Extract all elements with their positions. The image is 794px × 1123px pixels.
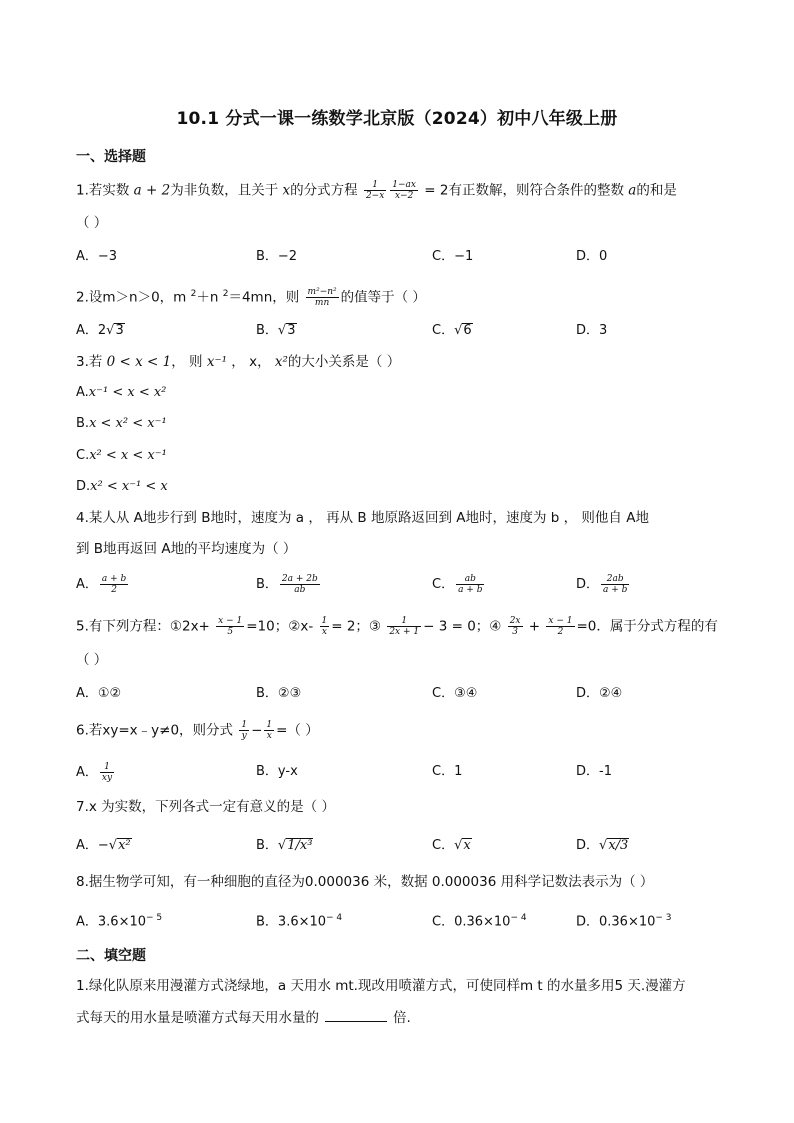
q2-exponent: 2	[222, 289, 229, 299]
q8-option-d: D．$0.36\times 10^{- 3}$	[576, 913, 672, 930]
q2-fraction: $\frac{\text{m²−n²}}{mn}$	[307, 287, 337, 308]
q6-fraction: $\frac{1}{x}$	[266, 720, 273, 741]
q5-text: +	[524, 618, 545, 635]
q6-text: =（ ）	[276, 722, 319, 739]
q5-text: 5.有下列方程：①2x+	[76, 618, 215, 635]
q5-fraction: $\frac{x - 1}{2}$	[548, 616, 573, 637]
q5-option-b: B．②③	[256, 686, 302, 701]
q3-text: ， 则	[171, 354, 207, 370]
q4-option-a: A． $\frac{a + b}{2}$	[76, 574, 127, 595]
q3-option-a: A.x⁻¹ < x < x²	[76, 385, 167, 400]
q5-fraction: $\frac{1}{x}$	[321, 616, 328, 637]
fill1-text: 倍.	[393, 1010, 411, 1026]
question-4-line-2: 到 B地再返回 A地的平均速度为（ ）	[76, 541, 297, 557]
question-4-line-1: 4.某人从 A地步行到 B地时，速度为 a ， 再从 B 地原路返回到 A地时，速度为 b ， 则他自 A地	[76, 510, 649, 526]
q5-text: − 3 = 0；④	[423, 618, 506, 635]
q2-option-a: A．2√3	[76, 323, 124, 338]
q2-option-d: D．3	[576, 323, 608, 338]
q3-text: ， x，	[227, 354, 275, 370]
q2-exponent: 2	[190, 289, 197, 299]
q1-option-b: B．−2	[256, 249, 298, 264]
q1-math: x	[282, 182, 291, 199]
q3-text: 的大小关系是（ ）	[287, 354, 401, 370]
q7-option-c: C．√x	[432, 838, 471, 853]
q8-option-a: A．$3.6\times 10^{- 5}$	[76, 913, 163, 930]
question-2	[76, 284, 426, 308]
q2-text: 的值等于（ ）	[340, 289, 426, 306]
fill1-text: 式每天的用水量是喷灌方式每天用水量的	[76, 1010, 319, 1026]
question-7: 7.x 为实数，下列各式一定有意义的是（ ）	[76, 799, 335, 815]
answer-blank	[325, 1007, 387, 1022]
q3-option-d: D.x² < x⁻¹ < x	[76, 479, 168, 494]
q6-option-d: D．-1	[576, 764, 612, 779]
q6-option-b: B．y-x	[256, 764, 298, 779]
question-8: 8.据生物学可知，有一种细胞的直径为0.000036 米，数据 0.000036 用科学记数法表示为（ ）	[76, 874, 654, 890]
q1-fraction: $\frac{1-ax}{x-2}$	[392, 180, 416, 201]
q3-option-c: C.x² < x < x⁻¹	[76, 448, 167, 463]
q1-text: = 2有正数解，则符合条件的整数	[420, 182, 629, 199]
q2-option-c: C．√6	[432, 323, 472, 338]
q5-option-d: D．②④	[576, 686, 623, 701]
q5-fraction: $\frac{2x}{3}$	[509, 616, 521, 637]
q5-text: = 2；③	[331, 618, 386, 635]
question-3	[76, 352, 400, 372]
fill-question-1-line-2	[76, 1007, 411, 1028]
q3-math: x⁻¹	[206, 354, 228, 370]
q1-text: 的和是	[636, 182, 677, 199]
q1-text: 为非负数，且关于	[170, 182, 283, 199]
q7-option-d: D．√x/3	[576, 838, 629, 853]
q2-text: ＝4mn，则	[228, 289, 304, 306]
q6-option-a: A． $\frac{1}{xy}$	[76, 762, 113, 783]
q6-text: 6.若xy=x﹣y≠0，则分式	[76, 722, 238, 739]
q3-math: 0 < x < 1	[106, 354, 172, 370]
q1-option-c: C．−1	[432, 249, 474, 264]
q2-text: ＋n	[196, 289, 223, 306]
q1-bracket: （ ）	[76, 215, 108, 231]
q4-option-c: C． $\frac{ab}{a + b}$	[432, 574, 483, 595]
fill-question-1-line-1: 1.绿化队原来用漫灌方式浇绿地，a 天用水 mt.现改用喷灌方式，可使同样m t 的水量多用5 天.漫灌方	[76, 978, 686, 994]
q4-option-b: B． $\frac{2a + 2b}{ab}$	[256, 574, 318, 595]
section-heading-choice: 一、选择题	[76, 149, 146, 165]
question-1	[76, 180, 677, 201]
q1-math: a	[628, 182, 637, 199]
q1-option-d: D．0	[576, 249, 608, 264]
q5-text: =10；②x-	[246, 618, 318, 635]
q5-fraction: $\frac{1}{2x + 1}$	[389, 616, 420, 637]
q1-text: 1.若实数	[76, 182, 134, 199]
q5-option-c: C．③④	[432, 686, 478, 701]
section-heading-fill: 二、填空题	[76, 948, 146, 964]
q5-option-a: A．①②	[76, 686, 122, 701]
question-6	[76, 720, 319, 741]
q4-option-d: D． $\frac{2ab}{a + b}$	[576, 574, 628, 595]
q6-fraction: $\frac{1}{y}$	[241, 720, 248, 741]
q1-text: 的分式方程	[290, 182, 362, 199]
q2-text: 2.设m＞n＞0，m	[76, 289, 191, 306]
q2-option-b: B．√3	[256, 323, 296, 338]
question-5	[76, 616, 718, 637]
q3-text: 3.若	[76, 354, 107, 370]
page-title: 10.1 分式一课一练数学北京版（2024）初中八年级上册	[176, 109, 618, 129]
q1-math: a + 2	[133, 182, 171, 199]
q1-option-a: A．−3	[76, 249, 118, 264]
q5-text: =0．属于分式方程的有	[576, 618, 718, 635]
q6-option-c: C．1	[432, 764, 463, 779]
q8-option-b: B．$3.6\times 10^{- 4}$	[256, 913, 343, 930]
q3-option-b: B.x < x² < x⁻¹	[76, 416, 167, 431]
q8-option-c: C．$0.36\times 10^{- 4}$	[432, 913, 527, 930]
q7-option-b: B．√1/x³	[256, 838, 313, 853]
q5-bracket: （ ）	[76, 652, 108, 668]
q6-text: −	[251, 722, 263, 739]
q3-math: x²	[274, 354, 288, 370]
q1-fraction: $\frac{1}{2-x}$	[365, 180, 385, 201]
q7-option-a: A．−√x²	[76, 838, 131, 853]
q5-fraction: $\frac{x - 1}{5}$	[218, 616, 243, 637]
